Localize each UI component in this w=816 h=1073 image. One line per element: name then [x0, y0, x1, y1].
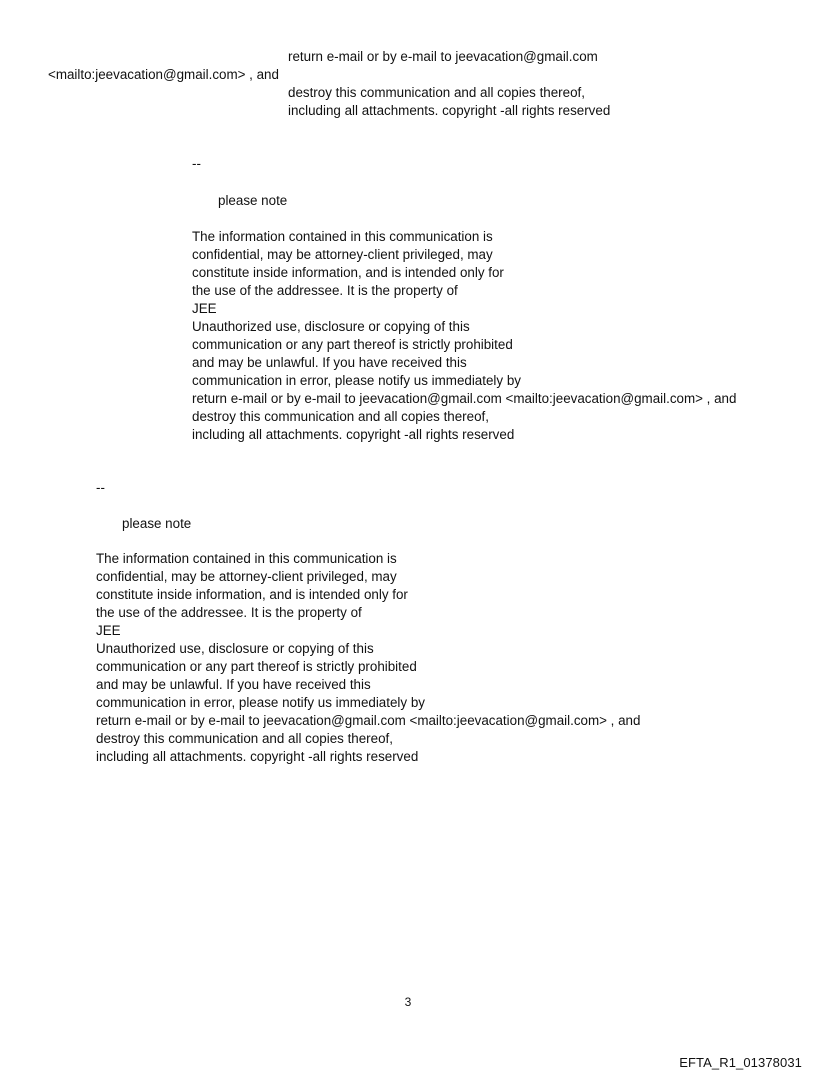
middle-heading: please note [218, 193, 288, 208]
middle-block-line: The information contained in this communication is [192, 229, 493, 244]
page-number: 3 [404, 995, 412, 1009]
middle-block-line: and may be unlawful. If you have received this [192, 355, 467, 370]
top-block-line: including all attachments. copyright -all rights reserved [288, 103, 611, 118]
top-block-line: <mailto:jeevacation@gmail.com> , and [48, 67, 279, 82]
middle-block-line: including all attachments. copyright -all rights reserved [192, 427, 515, 442]
middle-block-line: constitute inside information, and is intended only for [192, 265, 504, 280]
middle-block-line: destroy this communication and all copies thereof, [192, 409, 489, 424]
bottom-heading: please note [122, 516, 192, 531]
bottom-block-line: constitute inside information, and is intended only for [96, 587, 408, 602]
middle-block-line: return e-mail or by e-mail to jeevacation@gmail.com <mailto:jeevacation@gmail.com> , and [192, 391, 737, 406]
bottom-block-line: the use of the addressee. It is the property of [96, 605, 362, 620]
middle-block-line: Unauthorized use, disclosure or copying of this [192, 319, 470, 334]
bottom-block-line: communication in error, please notify us immediately by [96, 695, 425, 710]
bottom-block-line: The information contained in this communication is [96, 551, 397, 566]
bottom-block-line: including all attachments. copyright -all rights reserved [96, 749, 419, 764]
middle-block-line: communication in error, please notify us immediately by [192, 373, 521, 388]
bottom-separator: -- [96, 480, 105, 495]
bottom-block-line: communication or any part thereof is strictly prohibited [96, 659, 417, 674]
bottom-block-line: destroy this communication and all copies thereof, [96, 731, 393, 746]
middle-block-line: communication or any part thereof is strictly prohibited [192, 337, 513, 352]
middle-block-line: the use of the addressee. It is the property of [192, 283, 458, 298]
middle-block-line: confidential, may be attorney-client privileged, may [192, 247, 493, 262]
bottom-block-line: confidential, may be attorney-client privileged, may [96, 569, 397, 584]
document-id: EFTA_R1_01378031 [679, 1055, 802, 1070]
top-block-line: destroy this communication and all copies thereof, [288, 85, 585, 100]
middle-separator: -- [192, 156, 201, 171]
bottom-block-line: JEE [96, 623, 121, 638]
middle-block-line: JEE [192, 301, 217, 316]
bottom-block-line: return e-mail or by e-mail to jeevacation@gmail.com <mailto:jeevacation@gmail.com> , and [96, 713, 641, 728]
bottom-block-line: Unauthorized use, disclosure or copying of this [96, 641, 374, 656]
bottom-block-line: and may be unlawful. If you have received this [96, 677, 371, 692]
top-block-line: return e-mail or by e-mail to jeevacation@gmail.com [288, 49, 598, 64]
